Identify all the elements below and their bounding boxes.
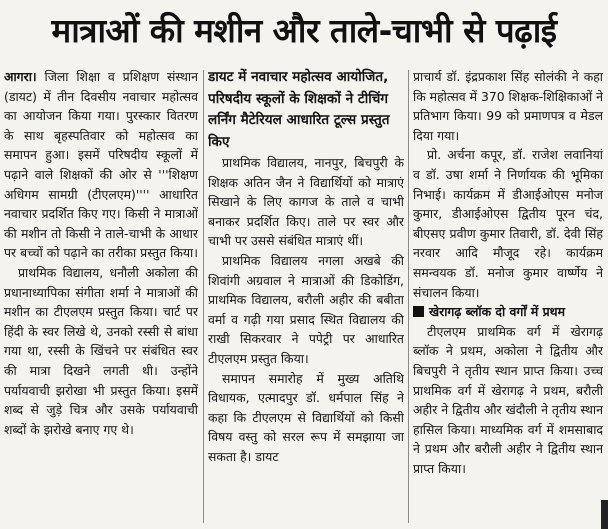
dateline: आगरा।	[4, 69, 37, 84]
page-edge-mark	[601, 500, 608, 529]
body-paragraph: प्राथमिक विद्यालय नगला अखबे की शिवांगी अग्रवाल ने मात्राओं की डिकोडिंग, प्राथमिक विद्यालय, बरौली अहीर की बबीता वर्मा व गढ़ी गया प्रसाद स्थित विद्यालय की राखी सिकरवार ने पपेट्री पर आधारित टीएलएम प्रस्तुत किया।	[208, 252, 404, 366]
lead-text: जिला शिक्षा व प्रशिक्षण संस्थान (डायट) में तीन दिवसीय नवाचार महोत्सव का आयोजन किया गया। पुरस्कार वितरण के साथ बृहस्पतिवार को महोत्सव का समापन हुआ। इसमें परिषदीय स्कूलों में पढ़ाने वाले शिक्षकों की ओर से '''शिक्षण अधिगम सामग्री (टीएलएम)'''' आधारित नवाचार प्रदर्शित किए गए। किसी ने मात्राओं की मशीन तो किसी ने ताले-चाभी के आधार पर बच्चों को पढ़ाने का तरीका प्रस्तुत किया।	[4, 69, 198, 261]
column-divider	[408, 70, 409, 523]
body-paragraph: समापन समारोह में मुख्य अतिथि विधायक, एत्मादपुर डॉ. धर्मपाल सिंह ने कहा कि टीएलएम से विद्यार्थियों को किसी विषय वस्तु को सरल रूप में समझाया जा सकता है। डायट	[208, 370, 404, 464]
square-bullet-icon	[413, 306, 424, 317]
section-heading-text: खेरागढ़ ब्लॉक दो वर्गों में प्रथम	[429, 304, 566, 320]
lead-paragraph	[4, 67, 198, 263]
column-divider	[203, 70, 204, 523]
body-paragraph: प्राचार्य डॉ. इंद्रप्रकाश सिंह सोलंकी ने कहा कि महोत्सव में 370 शिक्षक-शिक्षिकाओं ने प्रतिभाग किया। 99 को प्रमाणपत्र व मेडल दिया गया।	[413, 69, 603, 143]
body-paragraph: प्राथमिक विद्यालय, नानपुर, बिचपुरी के शिक्षक अतिन जैन ने विद्यार्थियों को मात्राएं सिखाने के लिए कागज के ताले व चाभी बनाकर प्रदर्शित किए। ताले पर स्वर और चाभी पर उससे संबंधित मात्राएं थीं।	[208, 155, 404, 249]
article-column-1	[4, 67, 198, 529]
headline: मात्राओं की मशीन और ताले-चाभी से पढ़ाई	[51, 11, 557, 50]
body-paragraph: प्रो. अर्चना कपूर, डॉ. राजेश लवानियां व डॉ. उषा शर्मा ने निर्णायक की भूमिका निभाई। कार्यक्रम में डीआईओएस मनोज कुमार, डीआईओएस द्वितीय पूरन चंद, बीएसए प्रवीण कुमार तिवारी, डॉ. देवी सिंह नरवार आदि मौजूद रहे। कार्यक्रम समन्वयक डॉ. मनोज कुमार वार्ष्णेय ने संचालन किया।	[413, 147, 603, 300]
subheadline: डायट में नवाचार महोत्सव आयोजित, परिषदीय स्कूलों के शिक्षकों ने टीचिंग लर्निंग मैटेरियल आधारित टूल्स प्रस्तुत किए	[208, 69, 390, 150]
body-paragraph: टीएलएम प्राथमिक वर्ग में खेरागढ़ ब्लॉक ने प्रथम, अकोला ने द्वितीय और बिचपुरी ने तृतीय स्थान प्राप्त किया। उच्च प्राथमिक वर्ग में खेरागढ़ ने प्रथम, बरौली अहीर ने द्वितीय और खंदौली ने तृतीय स्थान हासिल किया। माध्यमिक वर्ग में शमसाबाद ने प्रथम और बरौली अहीर ने द्वितीय स्थान प्राप्त किया।	[413, 323, 603, 476]
article-column-2	[208, 67, 404, 529]
section-heading	[413, 302, 603, 322]
article-column-3	[413, 67, 603, 529]
body-paragraph: प्राथमिक विद्यालय, धनौली अकोला की प्रधानाध्यापिका संगीता शर्मा ने मात्राओं की मशीन का टीएलएम प्रस्तुत किया। चार्ट पर हिंदी के स्वर लिखे थे, उनको रस्सी से बांधा गया था, रस्सी के खिंचने पर संबंधित स्वर की मात्रा दिखने लगती थी। उन्होंने पर्यायवाची झरोखा भी प्रस्तुत किया। इसमें शब्द से जुड़े चित्र और उसके पर्यायवाची शब्दों के झरोखे बनाए गए थे।	[4, 264, 198, 437]
